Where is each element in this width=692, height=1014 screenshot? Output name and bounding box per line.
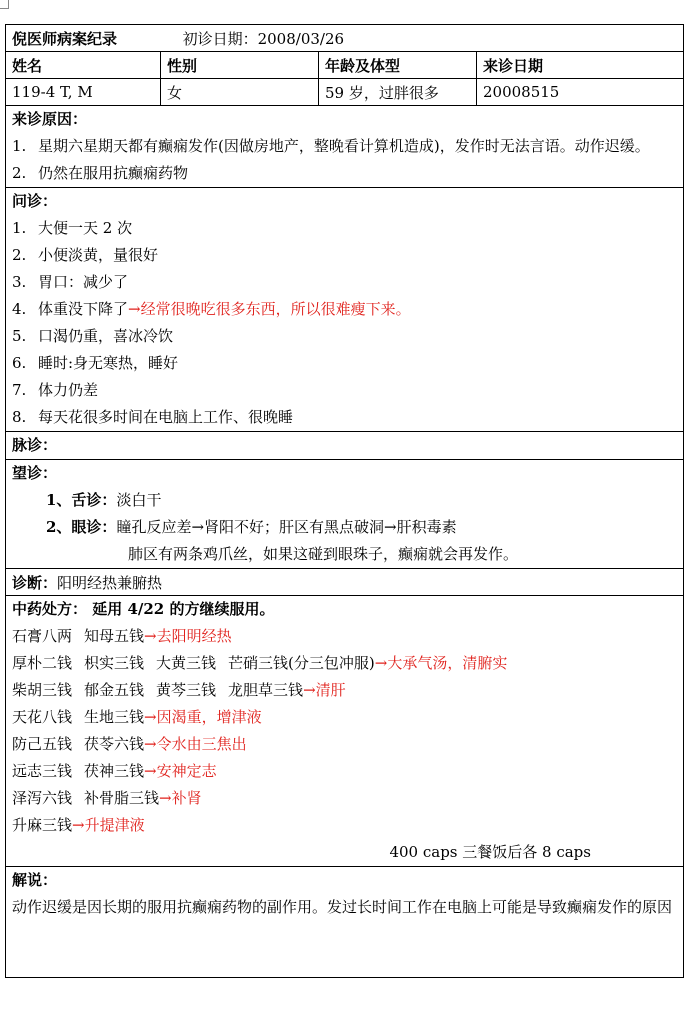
list-number: 8. bbox=[12, 408, 27, 426]
inquiry-text: 胃口：减少了 bbox=[38, 273, 129, 291]
herb-item: 茯神三钱 bbox=[84, 762, 145, 780]
inquiry-section bbox=[6, 188, 684, 432]
patient-name: 119-4 T, M bbox=[6, 79, 161, 106]
list-item bbox=[12, 133, 677, 160]
eye-line bbox=[12, 514, 677, 541]
patient-gender: 女 bbox=[161, 79, 319, 106]
herb-item: 茯苓六钱 bbox=[84, 735, 145, 753]
inquiry-text: 口渴仍重，喜冰冷饮 bbox=[38, 327, 174, 345]
inquiry-title: 问诊： bbox=[12, 192, 58, 210]
herb-item: 芒硝三钱(分三包冲服) bbox=[228, 654, 375, 672]
arrow-icon: → bbox=[128, 300, 141, 318]
arrow-icon: → bbox=[191, 518, 205, 536]
list-text bbox=[38, 269, 677, 296]
tongue-text: 淡白干 bbox=[116, 491, 162, 509]
eye-text-c: 肝积毒素 bbox=[396, 518, 457, 536]
prescription-section bbox=[6, 596, 684, 867]
list-item bbox=[12, 350, 677, 377]
list-text bbox=[38, 377, 677, 404]
col-visit-date: 来诊日期 bbox=[477, 52, 684, 79]
eye-line-2: 肺区有两条鸡爪丝，如果这碰到眼珠子，癫痫就会再发作。 bbox=[128, 545, 519, 563]
herb-item: 黄芩三钱 bbox=[156, 681, 217, 699]
explanation-title: 解说： bbox=[12, 871, 58, 889]
herb-item: 大黄三钱 bbox=[156, 654, 217, 672]
list-number: 7. bbox=[12, 381, 27, 399]
herb-item: 龙胆草三钱 bbox=[228, 681, 304, 699]
herb-item: 升麻三钱 bbox=[12, 816, 73, 834]
eye-label: 2、眼诊： bbox=[46, 518, 117, 536]
herb-item: 泽泻六钱 bbox=[12, 789, 73, 807]
list-item bbox=[12, 215, 677, 242]
prescription-note: 令水由三焦出 bbox=[156, 735, 247, 753]
herb-item: 知母五钱 bbox=[84, 627, 145, 645]
explanation-text: 动作迟缓是因长期的服用抗癫痫药物的副作用。发过长时间工作在电脑上可能是导致癫痫发作的原因 bbox=[12, 898, 673, 916]
patient-value-row bbox=[6, 79, 684, 106]
arrow-icon: → bbox=[72, 816, 85, 834]
prescription-row bbox=[12, 812, 677, 839]
list-text bbox=[38, 323, 677, 350]
page-corner-mark bbox=[0, 0, 9, 9]
dosage-text: 400 caps 三餐饭后各 8 caps bbox=[389, 843, 591, 861]
herb-item: 枳实三钱 bbox=[84, 654, 145, 672]
prescription-note: 因渴重，增津液 bbox=[156, 708, 262, 726]
prescription-note: 升提津液 bbox=[84, 816, 145, 834]
pulse-title: 脉诊： bbox=[12, 436, 58, 454]
case-record-table bbox=[5, 24, 684, 978]
prescription-note: 补肾 bbox=[171, 789, 202, 807]
prescription-row bbox=[12, 623, 677, 650]
list-item bbox=[12, 377, 677, 404]
herb-item: 远志三钱 bbox=[12, 762, 73, 780]
record-header bbox=[6, 25, 684, 52]
list-number: 1. bbox=[12, 219, 27, 237]
col-age-body: 年龄及体型 bbox=[319, 52, 477, 79]
arrow-icon: → bbox=[159, 789, 172, 807]
list-item bbox=[12, 404, 677, 431]
explanation-section bbox=[6, 867, 684, 978]
list-item bbox=[12, 323, 677, 350]
inquiry-text: 睡时:身无寒热，睡好 bbox=[38, 354, 179, 372]
arrow-icon: → bbox=[303, 681, 316, 699]
list-text: 星期六星期天都有癫痫发作(因做房地产，整晚看计算机造成)，发作时无法言语。动作迟缓。 bbox=[38, 137, 650, 155]
herb-item: 郁金五钱 bbox=[84, 681, 145, 699]
list-number: 2. bbox=[12, 246, 27, 264]
herb-item: 补骨脂三钱 bbox=[84, 789, 160, 807]
list-text bbox=[38, 296, 677, 323]
case-record-page bbox=[5, 24, 683, 978]
pulse-section bbox=[6, 432, 684, 460]
col-name: 姓名 bbox=[6, 52, 161, 79]
inquiry-text: 每天花很多时间在电脑上工作、很晚睡 bbox=[38, 408, 294, 426]
prescription-note: 大承气汤，清腑实 bbox=[387, 654, 508, 672]
diagnosis-section bbox=[6, 569, 684, 596]
list-number: 2. bbox=[12, 164, 27, 182]
prescription-row bbox=[12, 677, 677, 704]
list-text bbox=[38, 242, 677, 269]
first-visit-date: 2008/03/26 bbox=[257, 29, 345, 48]
arrow-icon: → bbox=[144, 762, 157, 780]
list-number: 4. bbox=[12, 300, 27, 318]
col-gender: 性别 bbox=[161, 52, 319, 79]
arrow-icon: → bbox=[144, 627, 157, 645]
list-text bbox=[38, 350, 677, 377]
herb-item: 生地三钱 bbox=[84, 708, 145, 726]
observation-section bbox=[6, 460, 684, 569]
list-item bbox=[12, 160, 677, 187]
reason-list bbox=[12, 133, 677, 187]
prescription-note: 去阳明经热 bbox=[156, 627, 232, 645]
eye-text-b: 肾阳不好；肝区有黑点破洞 bbox=[204, 518, 385, 536]
inquiry-text: 小便淡黄，量很好 bbox=[38, 246, 159, 264]
prescription-row bbox=[12, 704, 677, 731]
tongue-label: 1、舌诊： bbox=[46, 491, 117, 509]
observation-title: 望诊： bbox=[12, 464, 58, 482]
prescription-note: 清肝 bbox=[315, 681, 346, 699]
list-item bbox=[12, 296, 677, 323]
prescription-row bbox=[12, 650, 677, 677]
list-item bbox=[12, 269, 677, 296]
arrow-icon: → bbox=[374, 654, 388, 672]
herb-item: 柴胡三钱 bbox=[12, 681, 73, 699]
reason-title: 来诊原因： bbox=[12, 110, 88, 128]
inquiry-list bbox=[12, 215, 677, 431]
herb-item: 厚朴二钱 bbox=[12, 654, 73, 672]
diagnosis-text: 阳明经热兼腑热 bbox=[57, 573, 163, 592]
prescription-row bbox=[12, 785, 677, 812]
prescription-row bbox=[12, 731, 677, 758]
list-number: 3. bbox=[12, 273, 27, 291]
list-number: 5. bbox=[12, 327, 27, 345]
arrow-icon: → bbox=[384, 518, 397, 536]
eye-text-a: 瞳孔反应差 bbox=[116, 518, 192, 536]
record-title: 倪医师病案纪录 bbox=[12, 29, 118, 48]
patient-visit-date: 20008515 bbox=[477, 79, 684, 106]
list-number: 6. bbox=[12, 354, 27, 372]
list-item bbox=[12, 242, 677, 269]
reason-section bbox=[6, 106, 684, 188]
prescription-row bbox=[12, 758, 677, 785]
prescription-title: 中药处方： 延用 4/22 的方继续服用。 bbox=[12, 600, 275, 618]
herb-item: 石膏八两 bbox=[12, 627, 73, 645]
patient-header-row bbox=[6, 52, 684, 79]
prescription-list bbox=[12, 623, 677, 839]
list-text bbox=[38, 215, 677, 242]
herb-item: 天花八钱 bbox=[12, 708, 73, 726]
patient-age-body: 59 岁，过胖很多 bbox=[319, 79, 477, 106]
list-number: 1. bbox=[12, 137, 27, 155]
list-text: 仍然在服用抗癫痫药物 bbox=[38, 164, 189, 182]
inquiry-text: 大便一天 2 次 bbox=[38, 219, 133, 237]
first-visit-label: 初诊日期： bbox=[182, 29, 258, 48]
diagnosis-title: 诊断： bbox=[12, 573, 58, 592]
arrow-icon: → bbox=[144, 708, 157, 726]
prescription-note: 安神定志 bbox=[156, 762, 217, 780]
tongue-line bbox=[12, 487, 677, 514]
list-text bbox=[38, 404, 677, 431]
inquiry-text: 体重没下降了 bbox=[38, 300, 129, 318]
arrow-icon: → bbox=[144, 735, 157, 753]
herb-item: 防己五钱 bbox=[12, 735, 73, 753]
inquiry-note: 经常很晚吃很多东西，所以很难瘦下来。 bbox=[140, 300, 411, 318]
inquiry-text: 体力仍差 bbox=[38, 381, 99, 399]
